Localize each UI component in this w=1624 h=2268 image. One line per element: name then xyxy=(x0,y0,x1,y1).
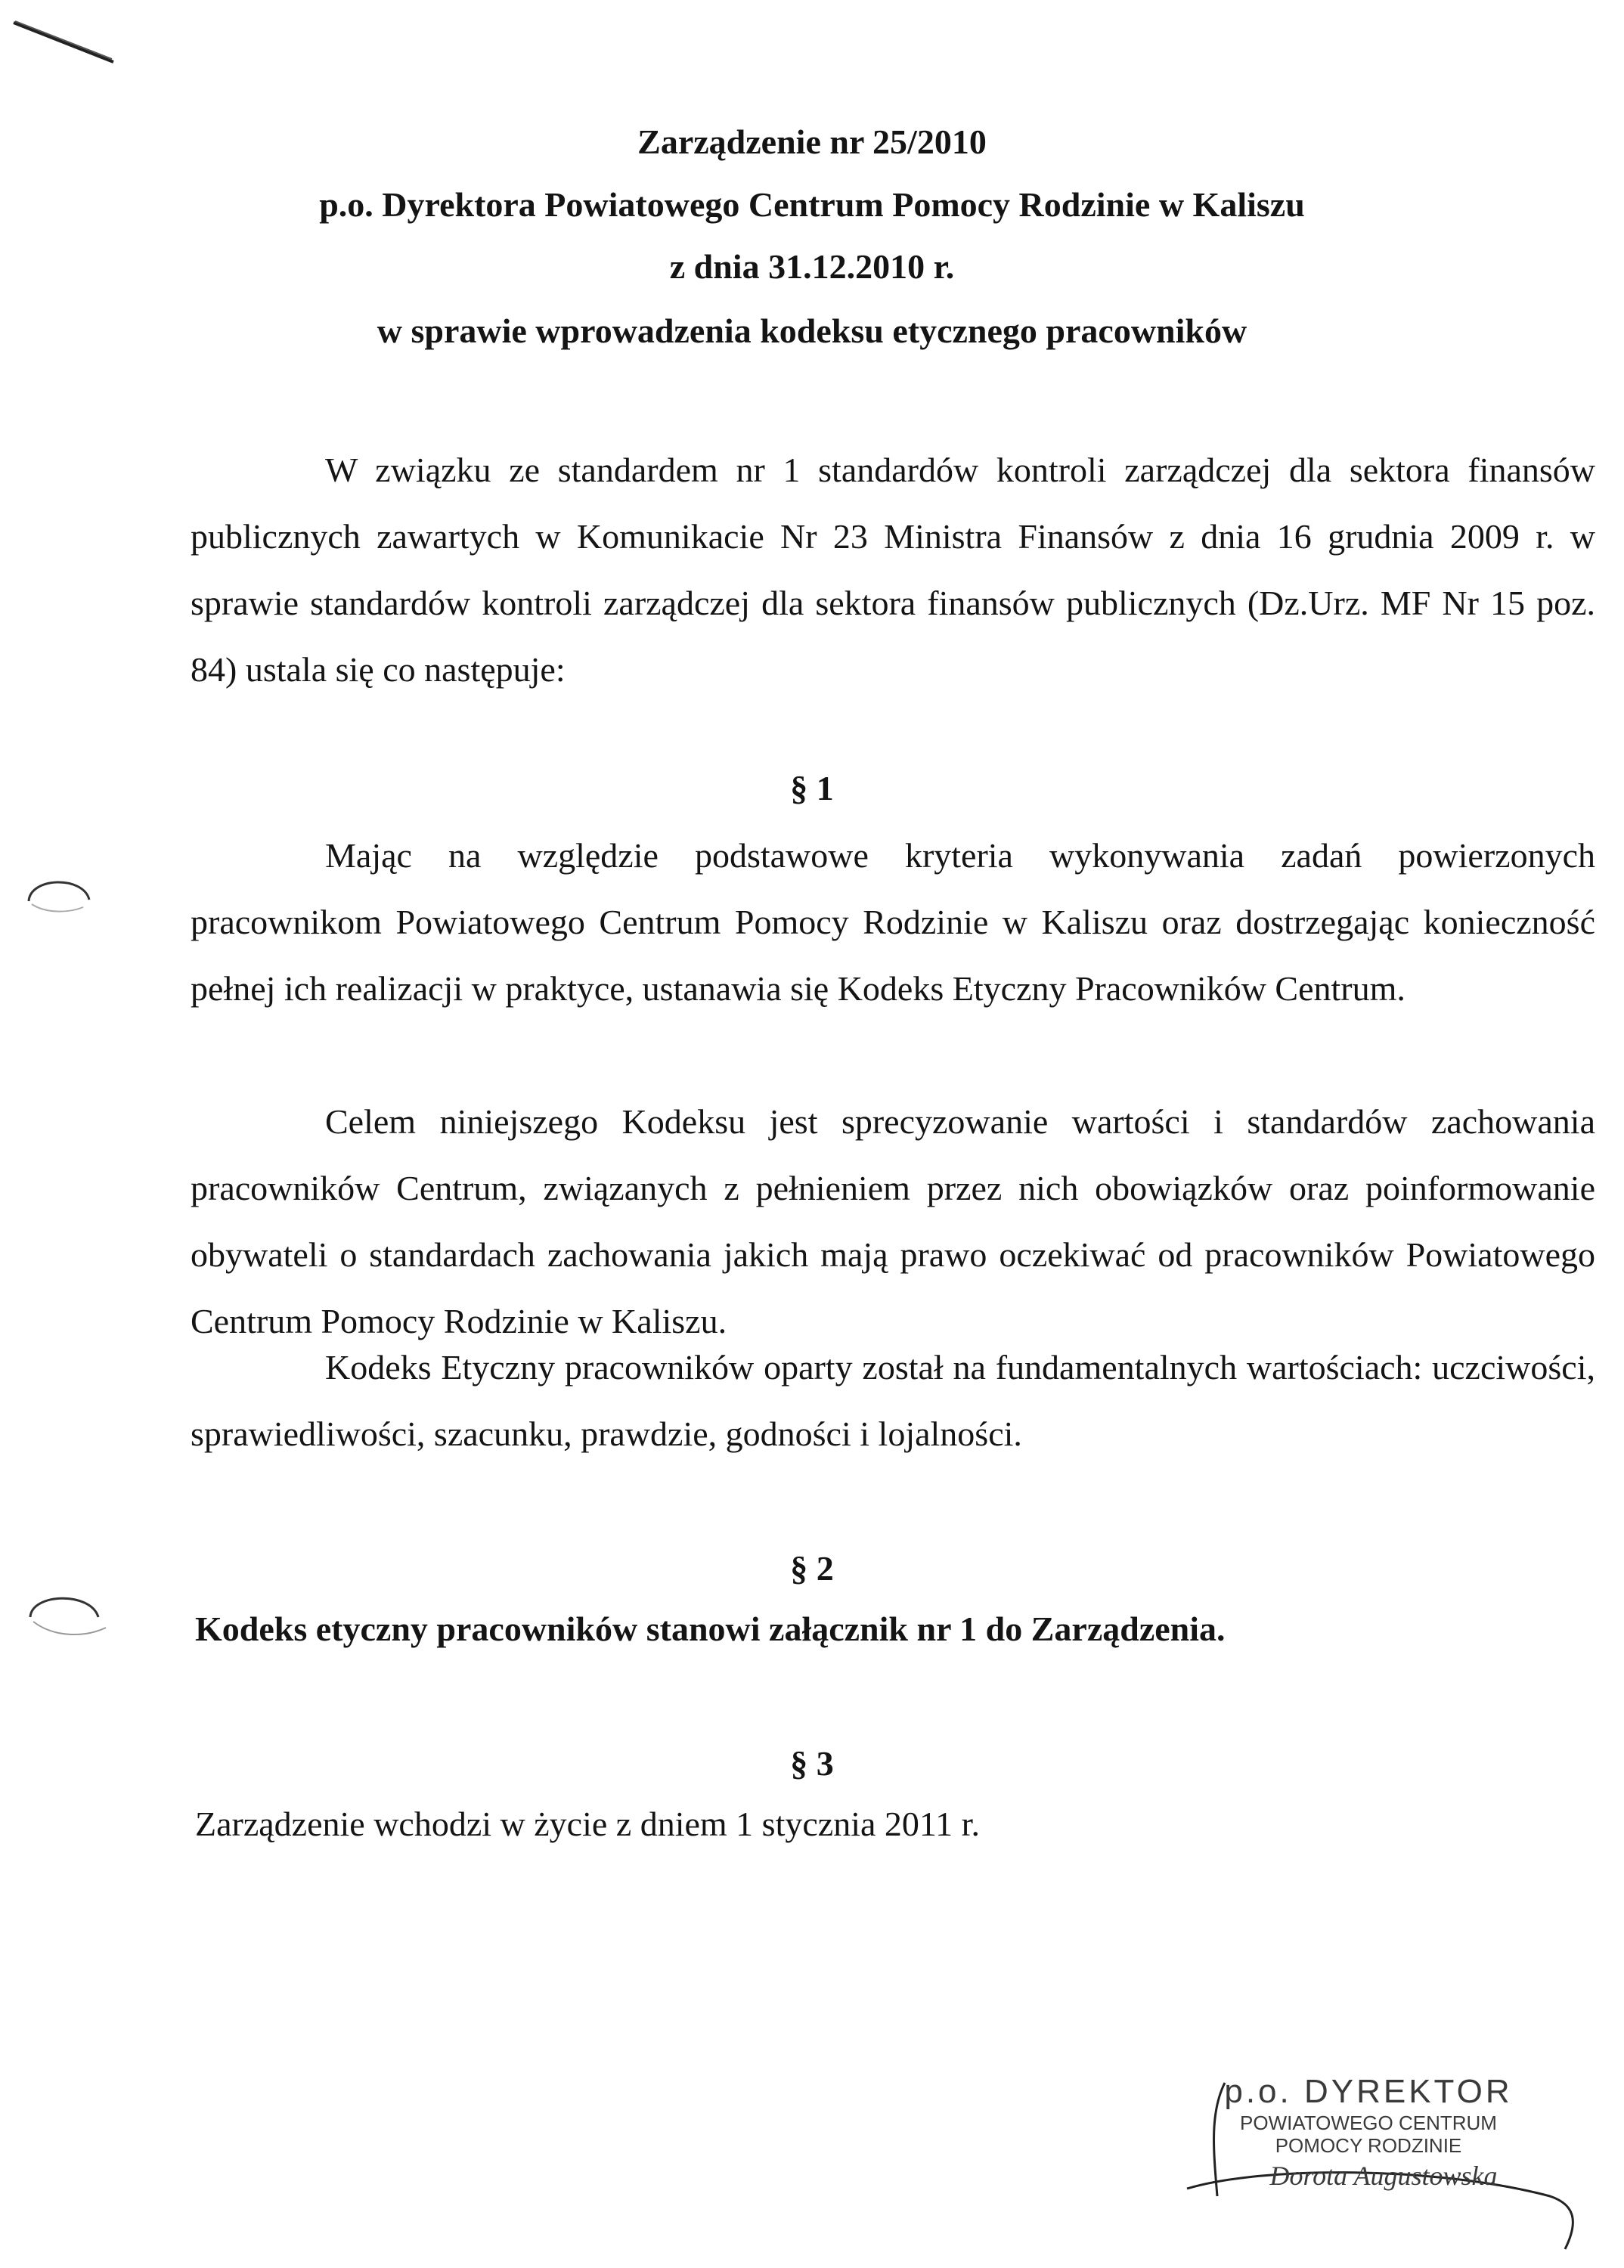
section-1-paragraph-1: Mając na względzie podstawowe kryteria wykonywania zadań powierzonych pracownikom Powiatowego Centrum Pomocy Rodzinie w Kaliszu oraz dostrzegając konieczność pełnej ich realizacji w praktyce, ustanawia się Kodeks Etyczny Pracowników Centrum. xyxy=(191,836,1595,1008)
section-1-paragraph-2: Celem niniejszego Kodeksu jest sprecyzowanie wartości i standardów zachowania pracowników Centrum, związanych z pełnieniem przez nich obowiązków oraz poinformowanie obywateli o standardach zachowania jakich mają prawo oczekiwać od pracowników Powiatowego Centrum Pomocy Rodzinie w Kaliszu. xyxy=(191,1102,1595,1340)
stamp-title: p.o. DYREKTOR xyxy=(1224,2073,1513,2110)
corner-scan-mark xyxy=(0,0,151,83)
stamp-institution-line2: POMOCY RODZINIE xyxy=(1275,2134,1462,2157)
intro-paragraph: W związku ze standardem nr 1 standardów kontroli zarządczej dla sektora finansów publicznych zawartych w Komunikacie Nr 23 Ministra Finansów z dnia 16 grudnia 2009 r. w sprawie standardów kontroli zarządczej dla sektora finansów publicznych (Dz.Urz. MF Nr 15 poz. 84) ustala się co następuje: xyxy=(191,451,1595,689)
section-2-heading: § 2 xyxy=(790,1549,834,1588)
section-1-paragraph-3: Kodeks Etyczny pracowników oparty został na fundamentalnych wartościach: uczciwości, sprawiedliwości, szacunku, prawdzie, godności i lojalności. xyxy=(191,1348,1595,1453)
section-3-heading: § 3 xyxy=(790,1744,834,1783)
punch-hole-top xyxy=(23,869,98,930)
section-3-text: Zarządzenie wchodzi w życie z dniem 1 stycznia 2011 r. xyxy=(195,1805,980,1843)
punch-hole-bottom xyxy=(23,1584,113,1652)
section-2-text: Kodeks etyczny pracowników stanowi załącznik nr 1 do Zarządzenia. xyxy=(195,1610,1226,1648)
section-1-heading: § 1 xyxy=(790,769,834,807)
stamp-name: Dorota Augustowska xyxy=(1269,2161,1498,2191)
document-title: Zarządzenie nr 25/2010 xyxy=(637,122,987,161)
director-stamp xyxy=(1195,2075,1573,2249)
date-line: z dnia 31.12.2010 r. xyxy=(669,247,955,286)
subject-line: w sprawie wprowadzenia kodeksu etycznego pracowników xyxy=(377,311,1247,350)
stamp-institution-line1: POWIATOWEGO CENTRUM xyxy=(1240,2112,1497,2134)
issuer-line: p.o. Dyrektora Powiatowego Centrum Pomocy Rodzinie w Kaliszu xyxy=(319,185,1305,224)
